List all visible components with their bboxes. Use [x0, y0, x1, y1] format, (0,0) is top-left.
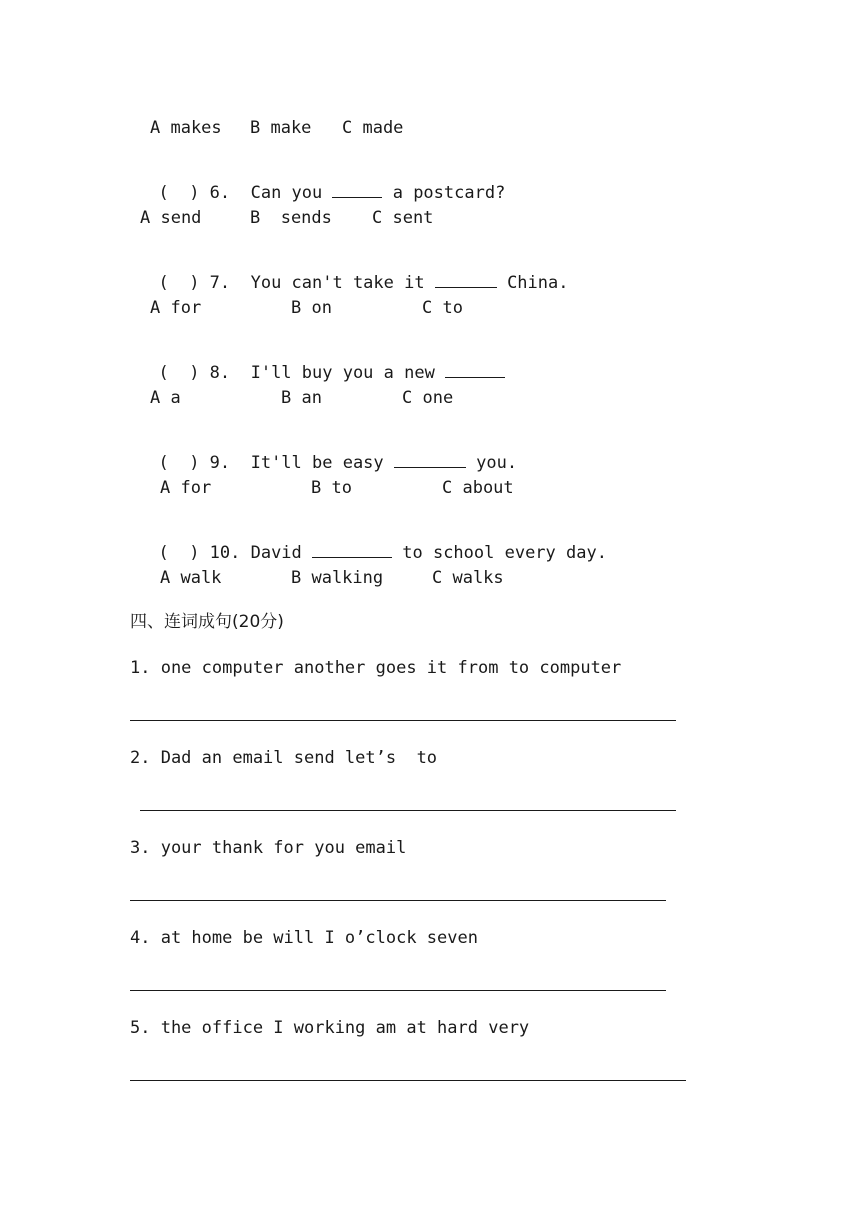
sentence-2: 2. Dad an email send let’s to [130, 748, 438, 768]
answer-line-1[interactable] [130, 720, 676, 721]
q9-option-b: B to [311, 478, 352, 498]
q5-option-b: B make [250, 118, 312, 138]
q6-option-a: A send [140, 208, 202, 228]
question-9-suffix: you. [465, 453, 518, 473]
question-10-prefix: ( ) 10. David [158, 543, 313, 563]
question-7-prefix: ( ) 7. You can't take it [158, 273, 435, 293]
q8-option-b: B an [281, 388, 322, 408]
sentence-1: 1. one computer another goes it from to computer [130, 658, 622, 678]
q10-option-b: B walking [291, 568, 384, 588]
answer-line-3[interactable] [130, 900, 666, 901]
q7-option-b: B on [291, 298, 332, 318]
question-7-suffix: China. [496, 273, 569, 293]
q10-option-c: C walks [432, 568, 504, 588]
q7-option-a: A for [150, 298, 202, 318]
q6-option-b: B sends [250, 208, 332, 228]
question-8-prefix: ( ) 8. I'll buy you a new [158, 363, 446, 383]
q7-option-c: C to [422, 298, 463, 318]
q10-option-a: A walk [160, 568, 222, 588]
question-7-blank[interactable] [435, 273, 497, 288]
question-6 [138, 163, 506, 203]
answer-line-4[interactable] [130, 990, 666, 991]
question-9-blank[interactable] [394, 453, 466, 468]
question-10-blank[interactable] [312, 543, 392, 558]
sentence-3: 3. your thank for you email [130, 838, 407, 858]
question-7 [138, 253, 569, 293]
q9-option-c: C about [442, 478, 514, 498]
q5-option-a: A makes [150, 118, 222, 138]
sentence-4: 4. at home be will I o’clock seven [130, 928, 478, 948]
question-9 [138, 433, 518, 473]
q8-option-a: A a [150, 388, 181, 408]
answer-line-5[interactable] [130, 1080, 686, 1081]
question-6-suffix: a postcard? [382, 183, 506, 203]
question-8-blank[interactable] [445, 363, 505, 378]
sentence-5: 5. the office I working am at hard very [130, 1018, 530, 1038]
question-8 [138, 343, 505, 383]
answer-line-2[interactable] [140, 810, 676, 811]
q5-option-c: C made [342, 118, 404, 138]
question-6-prefix: ( ) 6. Can you [158, 183, 333, 203]
question-10 [138, 523, 607, 563]
q8-option-c: C one [402, 388, 454, 408]
question-9-prefix: ( ) 9. It'll be easy [158, 453, 394, 473]
q9-option-a: A for [160, 478, 212, 498]
q6-option-c: C sent [372, 208, 434, 228]
section-4-title: 四、连词成句(20分) [130, 612, 284, 632]
question-10-suffix: to school every day. [392, 543, 607, 563]
question-6-blank[interactable] [332, 183, 382, 198]
